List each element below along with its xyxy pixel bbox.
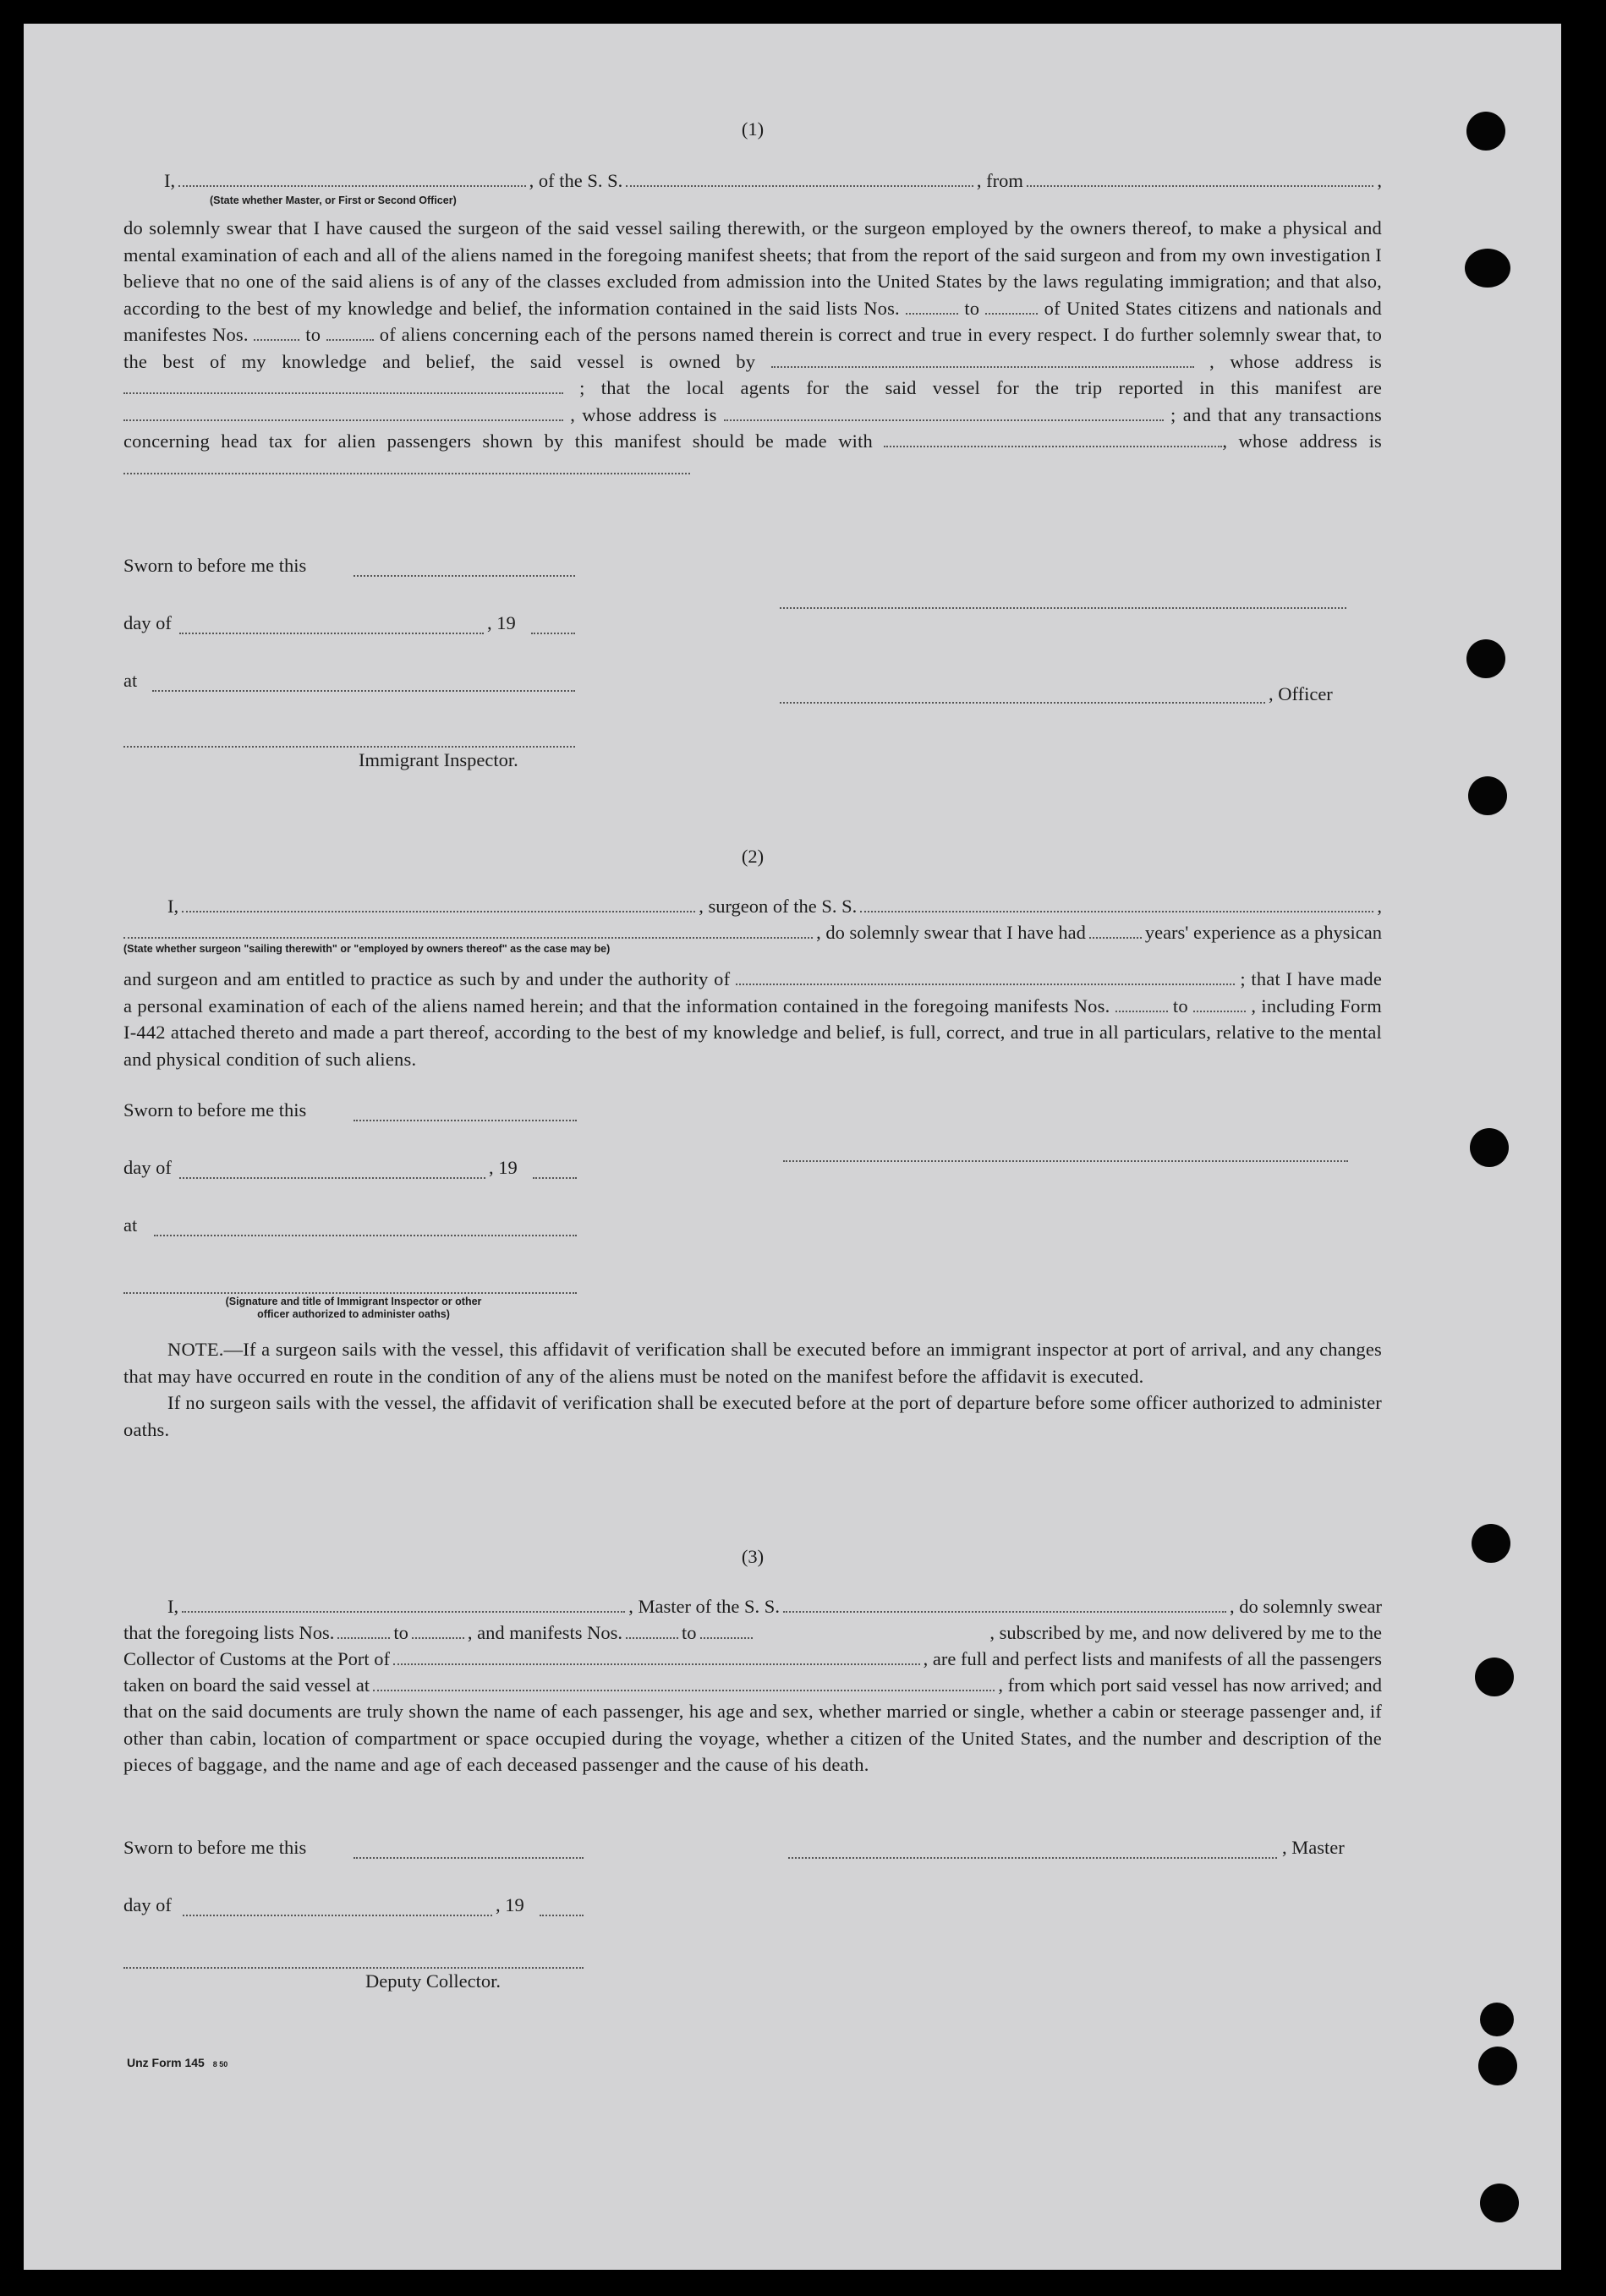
head-tax-address-field[interactable]: [123, 458, 690, 474]
do-swear-label: , do solemnly swear that I have had: [816, 922, 1086, 943]
section-number: (3): [741, 1546, 765, 1567]
vessel-name-field[interactable]: [783, 1596, 1226, 1613]
month-field[interactable]: [183, 1913, 492, 1916]
section3-first-line: [123, 1593, 1382, 1620]
section2-oath-text: and surgeon and am entitled to practice as such by and under the authority of ; that I have made a personal examination of each of the aliens named herein; and that the information contained in the foregoing manifests Nos. to , including Form I-442 attached thereto and made a part thereof, according to the best of my knowledge and belief, is full, correct, and true in all particulars, relative to the mental and physical condition of such aliens.: [123, 968, 1383, 1070]
section2-first-line: I, , surgeon of the S. S. ,: [123, 893, 1382, 920]
surgeon-signature-field[interactable]: [783, 1159, 1348, 1162]
binder-hole: [1466, 639, 1505, 678]
official-signature-field[interactable]: [123, 1290, 577, 1294]
section3-line-3: Collector of Customs at the Port of , are full and perfect lists and manifests of all the passengers: [123, 1648, 1382, 1669]
surgeon-note: [123, 1336, 1382, 1443]
inspector-signature-field[interactable]: [123, 744, 575, 748]
section-number: (2): [741, 846, 765, 867]
day-of-label: day of: [123, 1157, 172, 1178]
owner-address-field[interactable]: [123, 377, 563, 394]
surgeon-instruction: (State whether surgeon "sailing therewith" or "employed by owners thereof" as the case may be): [123, 943, 611, 955]
note-paragraph-2: If no surgeon sails with the vessel, the affidavit of verification shall be executed before at the port of departure before some officer authorized to administer oaths.: [123, 1392, 1382, 1440]
master-label: , Master: [1282, 1837, 1345, 1858]
binder-hole: [1478, 2047, 1517, 2085]
binder-hole: [1466, 112, 1505, 151]
binder-hole: [1480, 2184, 1519, 2222]
binder-hole: [1465, 249, 1510, 288]
signature-instruction: (Signature and title of Immigrant Inspector or other officer authorized to administer oaths): [225, 1296, 482, 1320]
vessel-name-field[interactable]: [626, 170, 973, 187]
i-label: I,: [164, 170, 176, 191]
lists-to-field[interactable]: [412, 1622, 464, 1639]
manifests-from-field[interactable]: [254, 324, 299, 341]
section3-line-4: taken on board the said vessel at , from which port said vessel has now arrived; and: [123, 1674, 1382, 1696]
surgeon-name-field[interactable]: [182, 896, 695, 912]
sworn-date-field[interactable]: [354, 1855, 584, 1859]
lists-to-field[interactable]: [985, 298, 1038, 315]
manifests-to-field[interactable]: [1193, 995, 1246, 1012]
agents-address-field[interactable]: [724, 404, 1164, 421]
at-label: at: [123, 670, 138, 691]
sworn-date-field[interactable]: [354, 573, 575, 577]
place-field[interactable]: [154, 1233, 577, 1236]
surgeon-of-ss-label: , surgeon of the S. S.: [699, 896, 858, 917]
section1-body: [123, 215, 1382, 481]
years-exp-label: years' experience as a physican: [1144, 922, 1382, 943]
do-swear-label: , do solemnly swear: [1230, 1596, 1382, 1617]
master-of-ss-label: , Master of the S. S.: [628, 1596, 780, 1617]
section3-line-2: that the foregoing lists Nos. to , and manifests Nos. to , subscribed by me, and now delivered by me to the: [123, 1622, 1382, 1643]
place-field[interactable]: [152, 688, 575, 692]
surgeon-status-field[interactable]: [123, 922, 813, 939]
section1-first-line: I, , of the S. S. , from , (State whether Master, or First or Second Officer): [123, 167, 1382, 195]
officer-name-field[interactable]: [780, 700, 1265, 704]
month-field[interactable]: [179, 1175, 485, 1179]
collector-port-field[interactable]: [393, 1648, 920, 1665]
note-paragraph-1: NOTE.—If a surgeon sails with the vessel, this affidavit of verification shall be executed before an immigrant inspector at port of arrival, and any changes that may have occurred en route in the condition of any of the aliens must be noted on the manifest before the affidavit is executed.: [123, 1339, 1382, 1387]
year-field[interactable]: [533, 1175, 577, 1179]
vessel-owner-field[interactable]: [771, 351, 1194, 368]
master-signature-field[interactable]: [788, 1855, 1277, 1859]
rank-instruction: (State whether Master, or First or Second Officer): [210, 195, 457, 206]
manifests-to-field[interactable]: [326, 324, 374, 341]
officer-label: , Officer: [1269, 683, 1333, 704]
lists-from-field[interactable]: [337, 1622, 390, 1639]
head-tax-contact-field[interactable]: [884, 430, 1222, 447]
boarding-port-field[interactable]: [373, 1674, 995, 1691]
year-field[interactable]: [540, 1913, 584, 1916]
form-id: Unz Form 145 8 50: [127, 2056, 228, 2069]
binder-hole: [1475, 1658, 1514, 1696]
at-label: at: [123, 1214, 138, 1236]
document-page: [24, 24, 1561, 2270]
sworn-date-field[interactable]: [354, 1118, 577, 1121]
manifests-from-field[interactable]: [1115, 995, 1168, 1012]
officer-rank-field[interactable]: [178, 170, 526, 187]
binder-hole: [1480, 2003, 1514, 2036]
sworn-label: Sworn to before me this: [123, 1837, 307, 1858]
local-agents-field[interactable]: [123, 404, 563, 421]
years-field[interactable]: [1089, 922, 1142, 939]
officer-signature-field[interactable]: [780, 606, 1346, 609]
year-label: , 19: [487, 612, 516, 633]
binder-hole: [1472, 1524, 1510, 1563]
lists-from-field[interactable]: [906, 298, 958, 315]
master-name-field[interactable]: [182, 1596, 625, 1613]
i-label: I,: [167, 1596, 179, 1617]
of-ss-label: , of the S. S.: [529, 170, 623, 191]
month-field[interactable]: [179, 631, 484, 634]
sworn-label: Sworn to before me this: [123, 1099, 307, 1121]
year-field[interactable]: [531, 631, 575, 634]
deputy-signature-field[interactable]: [123, 1965, 584, 1969]
section2-body: [123, 966, 1382, 1072]
vessel-name-field[interactable]: [860, 896, 1373, 912]
inspector-label: Immigrant Inspector.: [359, 749, 518, 770]
sworn-label: Sworn to before me this: [123, 555, 307, 576]
year-label: , 19: [489, 1157, 518, 1178]
manifests-to-field[interactable]: [700, 1622, 753, 1639]
i-label: I,: [167, 896, 179, 917]
binder-hole: [1470, 1128, 1509, 1167]
from-label: , from: [976, 170, 1023, 191]
year-label: , 19: [496, 1894, 524, 1915]
binder-hole: [1468, 776, 1507, 815]
deputy-label: Deputy Collector.: [365, 1970, 501, 1992]
day-of-label: day of: [123, 1894, 172, 1915]
section2-second-line: [123, 919, 1382, 955]
departure-port-field[interactable]: [1027, 170, 1374, 187]
section3-body: [123, 1698, 1382, 1778]
section1-oath-text: do solemnly swear that I have caused the surgeon of the said vessel sailing therewith, or the surgeon employed by the owners thereof, to make a physical and mental examination of each and all of the aliens named in the foregoing manifest sheets; that from the report of the said surgeon and from my own investigation I believe that no one of the said aliens is of any of the classes excluded from admission into the United States by the laws regulating immigration; and that also, according to the best of my knowledge and belief, the information contained in the said lists Nos. to of United States citizens and nationals and manifestes Nos. to of aliens concerning each of the persons named therein is correct and true in every respect. I do further solemnly swear that, to the best of my knowledge and belief, the said vessel is owned by , whose address is ; that the local agents for the said vessel for the trip reported in this manifest are , whose address is ; and that any transactions concerning head tax for alien passengers shown by this manifest should be made with , whose address is: [123, 215, 1382, 481]
authority-field[interactable]: [736, 968, 1235, 985]
manifests-from-field[interactable]: [626, 1622, 678, 1639]
section-number: (1): [741, 118, 765, 140]
day-of-label: day of: [123, 612, 172, 633]
section3-oath-text: that on the said documents are truly shown the name of each passenger, his age and sex, whether married or single, whether a cabin or steerage passenger and, if other than cabin, location of compartment or space occupied during the voyage, whether a citizen of the United States, and the number and description of the pieces of baggage, and the name and age of each deceased passenger and the cause of his death.: [123, 1701, 1382, 1775]
